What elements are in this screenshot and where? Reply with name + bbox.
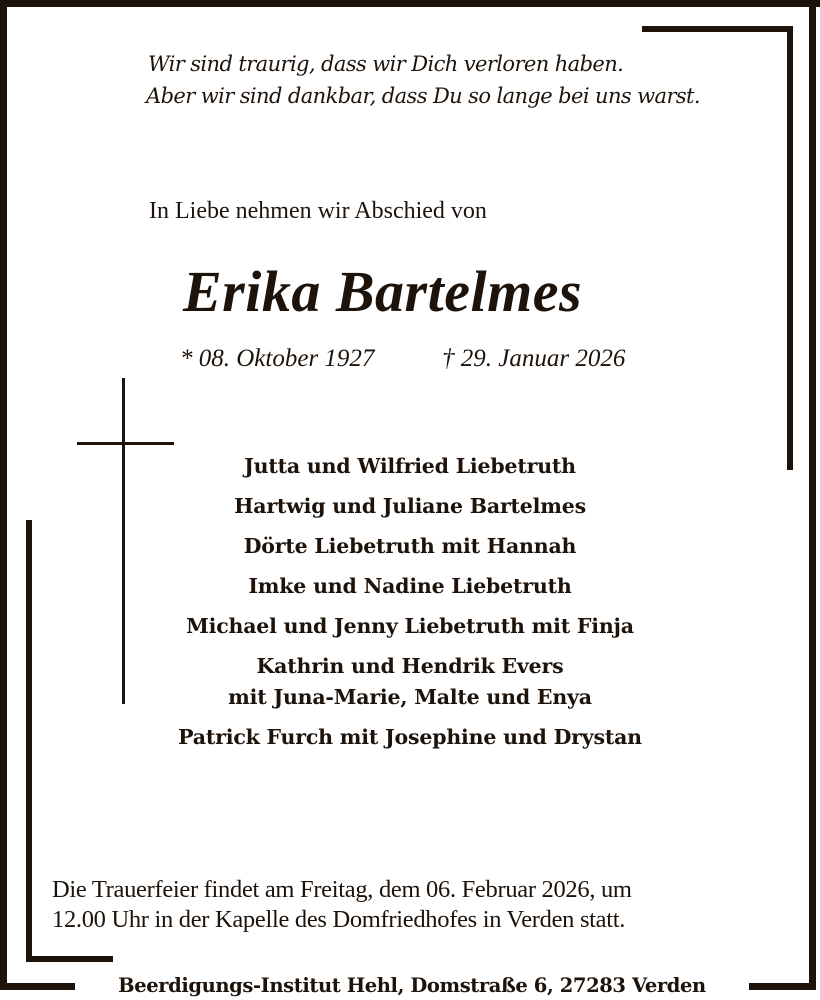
mourner-line: Hartwig und Juliane Bartelmes [234, 494, 586, 518]
inner-bracket-top-vertical [787, 26, 793, 470]
mourner-line: Dörte Liebetruth mit Hannah [243, 534, 577, 558]
death-date: † 29. Januar 2026 [442, 345, 626, 372]
birth-date: * 08. Oktober 1927 [180, 345, 375, 372]
intro-text: In Liebe nehmen wir Abschied von [149, 198, 487, 224]
funeral-home-footer: Beerdigungs-Institut Hehl, Domstraße 6, 27283 Verden [75, 972, 749, 1000]
funeral-info-line-1: Die Trauerfeier findet am Freitag, dem 06. Februar 2026, um [52, 876, 632, 903]
mourner-line: Michael und Jenny Liebetruth mit Finja [186, 614, 634, 638]
quote-line-1: Wir sind traurig, dass wir Dich verloren haben. [148, 52, 624, 76]
mourner-line: Jutta und Wilfried Liebetruth [244, 454, 576, 478]
inner-bracket-bottom-horizontal [26, 956, 113, 962]
quote-line-2: Aber wir sind dankbar, dass Du so lange bei uns warst. [146, 84, 700, 108]
mourner-line: Imke und Nadine Liebetruth [248, 574, 572, 598]
mourner-line: Kathrin und Hendrik Evers [256, 654, 564, 678]
mourner-line: mit Juna-Marie, Malte und Enya [228, 685, 592, 709]
inner-bracket-top-horizontal [642, 26, 793, 32]
funeral-info-line-2: 12.00 Uhr in der Kapelle des Domfriedhofes in Verden statt. [52, 906, 626, 933]
deceased-name: Erika Bartelmes [183, 259, 583, 324]
mourner-line: Patrick Furch mit Josephine und Drystan [178, 725, 642, 749]
outer-border-top [0, 0, 820, 7]
